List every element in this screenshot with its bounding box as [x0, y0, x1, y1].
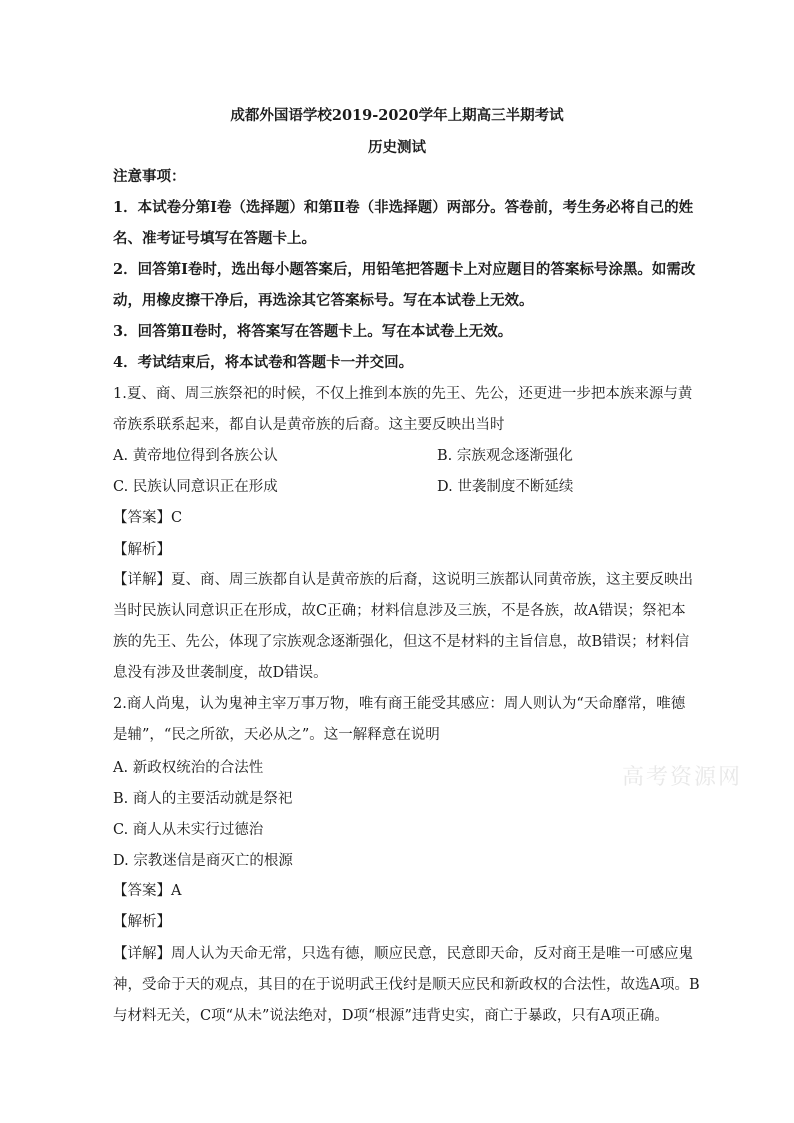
q2-option-c: C. 商人从未实行过德治: [113, 822, 264, 838]
notice-line: 4．考试结束后，将本试卷和答题卡一并交回。: [113, 354, 414, 371]
notice-line: 3．回答第Ⅱ卷时，将答案写在答题卡上。写在本试卷上无效。: [113, 323, 513, 340]
q1-option-d: D. 世袭制度不断延续: [437, 479, 574, 495]
page-subtitle: 历史测试: [368, 139, 426, 156]
q2-option-d: D. 宗教迷信是商灭亡的根源: [113, 853, 293, 869]
q1-stem: 1.夏、商、周三族祭祀的时候，不仅上推到本族的先王、先公，还更进一步把本族来源与黄: [113, 386, 693, 402]
q2-stem: 是辅”，“民之所欲，天必从之”。这一解释意在说明: [113, 727, 440, 743]
q2-stem: 2.商人尚鬼，认为鬼神主宰万事万物，唯有商王能受其感应：周人则认为“天命靡常，唯德: [113, 696, 686, 712]
q1-detail: 【详解】夏、商、周三族都自认是黄帝族的后裔，这说明三族都认同黄帝族，这主要反映出: [113, 572, 693, 588]
notice-line: 动，用橡皮擦干净后，再选涂其它答案标号。写在本试卷上无效。: [113, 292, 534, 309]
q2-detail: 【详解】周人认为天命无常，只选有德，顺应民意，民意即天命，反对商王是唯一可感应鬼: [113, 946, 693, 962]
q2-analysis-label: 【解析】: [113, 914, 171, 930]
q1-option-b: B. 宗族观念逐渐强化: [437, 448, 573, 464]
q1-answer: 【答案】C: [113, 510, 183, 526]
q2-detail: 神，受命于天的观点，其目的在于说明武王伐纣是顺天应民和新政权的合法性，故选A项。B: [113, 977, 700, 993]
q2-answer: 【答案】A: [113, 883, 182, 899]
notice-line: 1．本试卷分第Ⅰ卷（选择题）和第Ⅱ卷（非选择题）两部分。答卷前，考生务必将自己的姓: [113, 199, 694, 216]
notice-heading: 注意事项：: [113, 168, 186, 185]
watermark: 高考资源网: [622, 765, 743, 790]
q2-detail: 与材料无关，C项“从未”说法绝对，D项“根源”违背史实，商亡于暴政，只有A项正确。: [113, 1008, 669, 1024]
q1-analysis-label: 【解析】: [113, 542, 171, 558]
q1-option-a: A. 黄帝地位得到各族公认: [113, 448, 278, 464]
q1-detail: 息没有涉及世袭制度，故D错误。: [113, 665, 328, 681]
q1-option-c: C. 民族认同意识正在形成: [113, 479, 278, 495]
page-title: 成都外国语学校2019-2020学年上期高三半期考试: [230, 107, 564, 124]
q2-option-b: B. 商人的主要活动就是祭祀: [113, 791, 293, 807]
notice-line: 名、准考证号填写在答题卡上。: [113, 230, 316, 247]
q1-stem: 帝族系联系起来，都自认是黄帝族的后裔。这主要反映出当时: [113, 417, 505, 433]
q1-detail: 当时民族认同意识正在形成，故C正确；材料信息涉及三族，不是各族，故A错误；祭祀本: [113, 603, 686, 619]
q1-detail: 族的先王、先公，体现了宗族观念逐渐强化，但这不是材料的主旨信息，故B错误；材料信: [113, 634, 690, 650]
notice-line: 2．回答第Ⅰ卷时，选出每小题答案后，用铅笔把答题卡上对应题目的答案标号涂黑。如需改: [113, 261, 696, 278]
q2-option-a: A. 新政权统治的合法性: [113, 760, 264, 776]
